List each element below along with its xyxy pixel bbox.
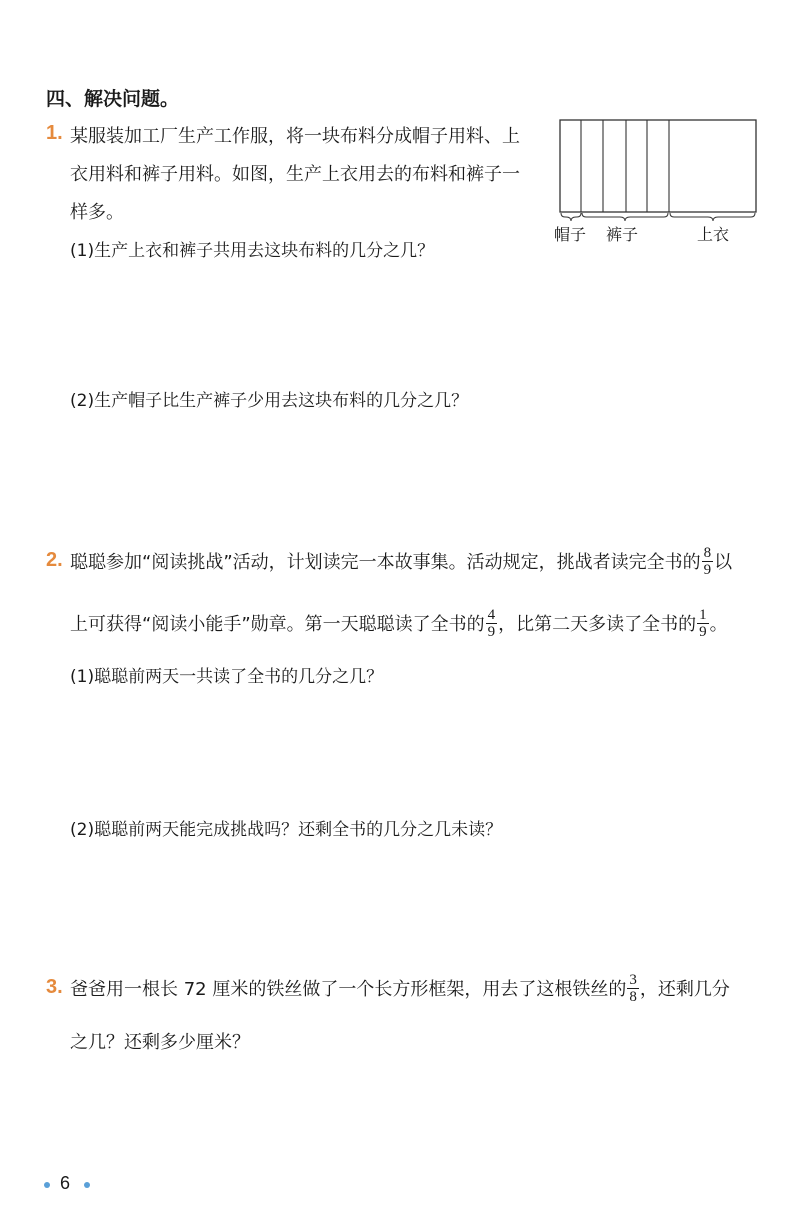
label-pants: 裤子 — [606, 225, 639, 244]
fraction-denominator: 8 — [629, 988, 637, 1005]
fraction-numerator: 1 — [699, 606, 707, 623]
fraction-eight-ninths — [702, 545, 714, 578]
problem-2-question-2: (2)聪聪前两天能完成挑战吗？还剩全书的几分之几未读？ — [70, 820, 503, 840]
problem-3-number: 3. — [46, 976, 63, 998]
problem-1-line-2: 衣用料和裤子用料。如图，生产上衣用去的布料和裤子一 — [70, 164, 520, 185]
problem-2-question-1: (1)聪聪前两天一共读了全书的几分之几？ — [70, 667, 384, 687]
problem-3-line-1-end: ，还剩几分 — [639, 979, 730, 1000]
footer-dot-right — [84, 1182, 90, 1188]
brace-hat — [561, 213, 581, 221]
problem-1-question-1: (1)生产上衣和裤子共用去这块布料的几分之几？ — [70, 241, 435, 261]
problem-2-number: 2. — [46, 549, 63, 571]
fraction-numerator: 3 — [629, 971, 637, 988]
fraction-numerator: 8 — [703, 544, 712, 561]
problem-1-question-2: (2)生产帽子比生产裤子少用去这块布料的几分之几？ — [70, 391, 469, 411]
problem-2-line-2 — [70, 598, 728, 648]
fraction-denominator: 9 — [699, 623, 707, 640]
page-number: 6 — [60, 1173, 71, 1193]
problem-1-number: 1. — [46, 122, 63, 144]
section-title: 四、解决问题。 — [46, 88, 180, 110]
problem-3-line-1 — [70, 963, 730, 1013]
problem-3-line-1-text: 爸爸用一根长 72 厘米的铁丝做了一个长方形框架，用去了这根铁丝的 — [70, 979, 627, 1000]
fabric-outline — [560, 120, 756, 212]
label-top: 上衣 — [697, 225, 730, 244]
brace-top — [670, 213, 755, 221]
label-hat: 帽子 — [554, 225, 587, 244]
problem-2-line-2-middle: ，比第二天多读了全书的 — [498, 614, 697, 635]
fraction-numerator: 4 — [487, 606, 496, 623]
footer-dot-left — [44, 1182, 50, 1188]
problem-3-line-2: 之几？还剩多少厘米？ — [70, 1032, 250, 1053]
fraction-four-ninths — [486, 607, 498, 640]
fraction-denominator: 9 — [703, 561, 712, 578]
problem-2-line-1 — [70, 536, 732, 586]
fraction-denominator: 9 — [487, 623, 496, 640]
fraction-three-eighths — [627, 972, 639, 1005]
problem-2-line-2-text: 上可获得“阅读小能手”勋章。第一天聪聪读了全书的 — [70, 614, 485, 635]
problem-2-line-1-end: 以 — [714, 552, 733, 573]
problem-2-line-2-end: 。 — [709, 614, 728, 635]
problem-1-line-3: 样多。 — [70, 202, 124, 223]
problem-2-line-1-text: 聪聪参加“阅读挑战”活动，计划读完一本故事集。活动规定，挑战者读完全书的 — [70, 552, 701, 573]
fraction-one-ninth — [697, 607, 709, 640]
problem-1-line-1: 某服装加工厂生产工作服，将一块布料分成帽子用料、上 — [70, 126, 520, 147]
brace-pants — [582, 213, 668, 221]
